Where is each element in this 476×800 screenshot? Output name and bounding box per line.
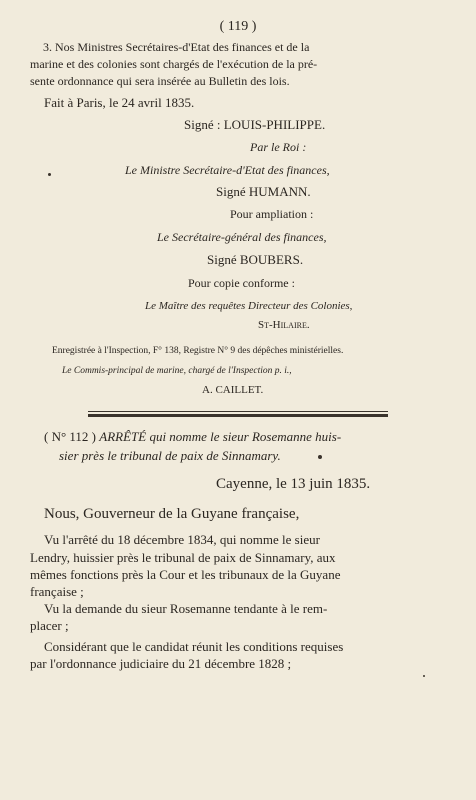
par-le-roi: Par le Roi : <box>250 140 307 154</box>
paragraph-2-line-2: placer ; <box>30 618 69 633</box>
arrete-number: ( N° 112 ) <box>44 429 97 444</box>
commis-principal-line: Le Commis-principal de marine, chargé de l'Inspection p. i., <box>62 366 292 376</box>
signature-boubers: Signé BOUBERS. <box>207 252 304 267</box>
paragraph-1-line-3: mêmes fonctions près la Cour et les tribunaux de la Guyane <box>30 567 341 582</box>
article-3-line-3: sente ordonnance qui sera insérée au Bulletin des lois. <box>30 74 290 88</box>
article-3-line-1: 3. Nos Ministres Secrétaires-d'Etat des finances et de la <box>43 40 310 54</box>
paragraph-2-line-1: Vu la demande du sieur Rosemanne tendante à le rem- <box>44 601 328 616</box>
ink-spot <box>318 455 322 459</box>
nous-gouverneur: Nous, Gouverneur de la Guyane française, <box>44 506 300 522</box>
divider-thick <box>88 414 388 417</box>
page-number: ( 119 ) <box>219 19 257 34</box>
paragraph-1-line-2: Lendry, huissier près le tribunal de paix de Sinnamary, aux <box>30 550 336 565</box>
divider-thin <box>88 411 388 412</box>
signature-king: Signé : LOUIS-PHILIPPE. <box>184 117 326 132</box>
maitre-title: Le Maître des requêtes Directeur des Colonies, <box>145 300 353 312</box>
pour-ampliation: Pour ampliation : <box>230 207 314 221</box>
dateline: Cayenne, le 13 juin 1835. <box>216 476 371 492</box>
secretaire-title: Le Secrétaire-général des finances, <box>157 230 327 244</box>
paragraph-3-line-1: Considérant que le candidat réunit les conditions requises <box>44 639 344 654</box>
date-line: Fait à Paris, le 24 avril 1835. <box>44 95 195 110</box>
ministre-title: Le Ministre Secrétaire-d'Etat des finances, <box>125 163 330 177</box>
arrete-heading <box>44 430 341 443</box>
paragraph-3-line-2: par l'ordonnance judiciaire du 21 décembre 1828 ; <box>30 656 292 671</box>
signature-humann: Signé HUMANN. <box>216 184 311 199</box>
signer-caillet: A. CAILLET. <box>202 384 264 396</box>
pour-copie-conforme: Pour copie conforme : <box>188 276 295 290</box>
ink-spot <box>423 675 425 677</box>
st-hilaire-signature: St-Hilaire. <box>258 319 310 331</box>
article-3-line-2: marine et des colonies sont chargés de l'exécution de la pré- <box>30 57 318 71</box>
arrete-title-line-2: sier près le tribunal de paix de Sinnamary. <box>59 448 281 463</box>
arrete-title-line-1: ARRÊTÉ qui nomme le sieur Rosemanne huis- <box>99 429 342 444</box>
ink-spot <box>48 173 51 176</box>
registration-line: Enregistrée à l'Inspection, F° 138, Registre N° 9 des dépêches ministérielles. <box>52 346 344 356</box>
paragraph-1-line-1: Vu l'arrêté du 18 décembre 1834, qui nomme le sieur <box>44 532 320 547</box>
paragraph-1-line-4: française ; <box>30 584 84 599</box>
